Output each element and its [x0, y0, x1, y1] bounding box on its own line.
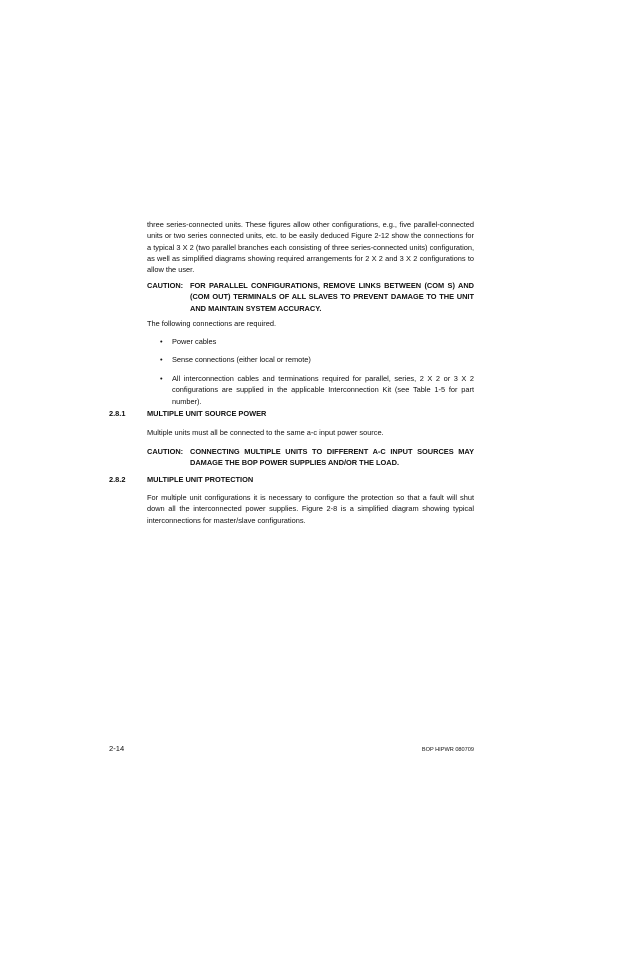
list-item	[160, 336, 474, 347]
intro-paragraph: three series-connected units. These figures allow other configurations, e.g., five parallel-connected units or two series connected units, etc. to be easily deduced Figure 2-12 show the connections for a typical 3 X 2 (two parallel branches each consisting of three series-connected units) configuration, as well as simplified diagrams showing required arrangements for 2 X 2 and 3 X 2 configurations to allow the user.	[147, 220, 474, 275]
list-item-text: Sense connections (either local or remote)	[172, 355, 311, 364]
bullet-icon: •	[160, 337, 163, 346]
protection-paragraph: For multiple unit configurations it is necessary to configure the protection so that a fault will shut down all the interconnected power supplies. Figure 2-8 is a simplified diagram showing typical interconnections for master/slave configurations.	[147, 493, 474, 525]
bullet-icon: •	[160, 374, 163, 383]
document-id: BOP HIPWR 080709	[421, 747, 474, 753]
caution-text: FOR PARALLEL CONFIGURATIONS, REMOVE LINKS BETWEEN (COM S) AND (COM OUT) TERMINALS OF ALL SLAVES TO PREVENT DAMAGE TO THE UNIT AND MAINTAIN SYSTEM ACCURACY.	[190, 281, 474, 313]
caution-label: CAUTION:	[147, 447, 184, 456]
caution-label: CAUTION:	[147, 281, 184, 290]
section-heading-2-8-1	[109, 408, 479, 419]
caution-ac-sources	[147, 446, 474, 469]
section-number: 2.8.2	[109, 475, 126, 484]
section-number: 2.8.1	[109, 409, 126, 418]
connections-intro: The following connections are required.	[147, 319, 277, 328]
source-power-paragraph: Multiple units must all be connected to the same a-c input power source.	[147, 428, 384, 437]
page-number: 2-14	[109, 744, 125, 753]
section-title: MULTIPLE UNIT PROTECTION	[147, 475, 254, 484]
bullet-icon: •	[160, 355, 163, 364]
list-item-text: Power cables	[172, 337, 217, 346]
list-item-text: All interconnection cables and terminations required for parallel, series, 2 X 2 or 3 X 2 configurations are supplied in the applicable Interconnection Kit (see Table 1-5 for part number).	[172, 374, 474, 406]
section-title: MULTIPLE UNIT SOURCE POWER	[147, 409, 267, 418]
list-item	[160, 373, 474, 407]
list-item	[160, 354, 474, 365]
caution-parallel	[147, 280, 474, 314]
section-heading-2-8-2	[109, 474, 479, 485]
caution-text: CONNECTING MULTIPLE UNITS TO DIFFERENT A-C INPUT SOURCES MAY DAMAGE THE BOP POWER SUPPLIES AND/OR THE LOAD.	[190, 447, 474, 468]
